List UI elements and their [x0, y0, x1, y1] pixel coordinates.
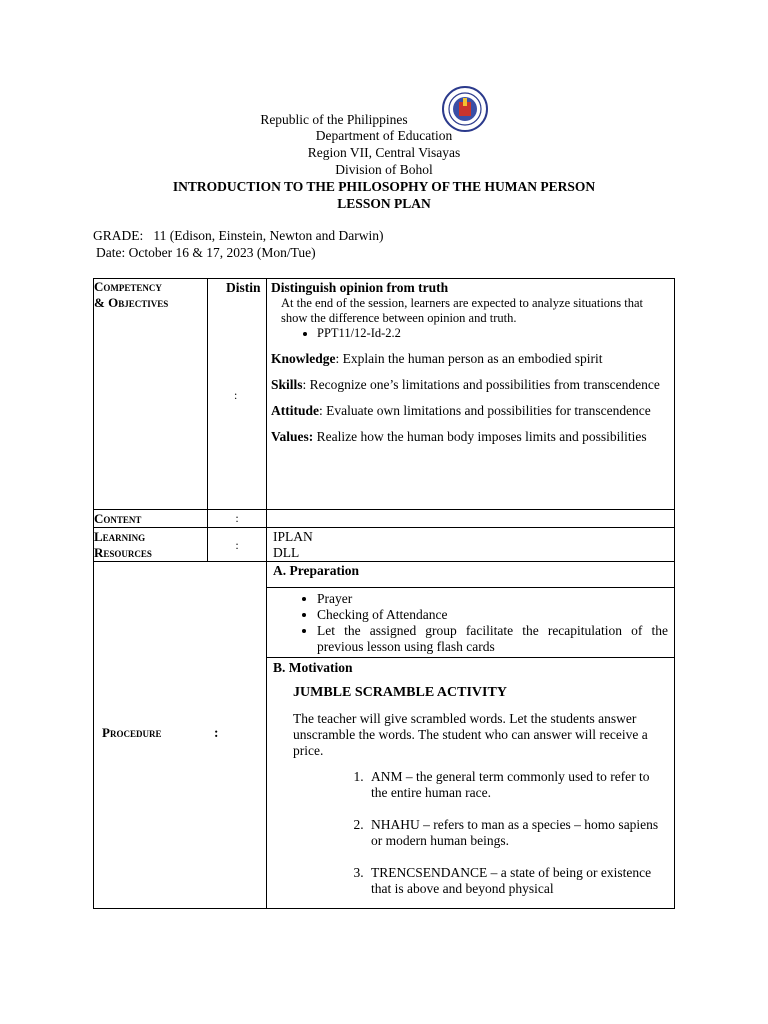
resources-label-1: Learning	[94, 529, 146, 544]
preparation-heading: A. Preparation	[273, 563, 359, 578]
resource-item-dll: DLL	[273, 545, 300, 560]
prep-item-attendance: • Checking of Attendance	[317, 607, 668, 623]
header-line-division: Division of Bohol	[335, 162, 433, 177]
date-line: Date: October 16 & 17, 2023 (Mon/Tue)	[96, 245, 316, 260]
competency-colon: :	[234, 388, 238, 402]
procedure-colon: :	[214, 725, 219, 740]
activity-description: The teacher will give scrambled words. Let the students answer unscramble the words. The student who can answer will receive a price.	[293, 711, 648, 758]
skills-label: Skills	[271, 377, 303, 392]
competency-mid-text: Distin	[226, 280, 261, 295]
header-line-department: Department of Education	[315, 128, 453, 143]
motivation-heading: B. Motivation	[273, 660, 353, 675]
lesson-plan-table	[93, 278, 675, 909]
activity-title: JUMBLE SCRAMBLE ACTIVITY	[293, 685, 507, 700]
skills-objective	[271, 377, 670, 393]
resources-label-2: Resources	[94, 545, 152, 560]
attitude-text: : Evaluate own limitations and possibilities for transcendence	[319, 403, 651, 418]
skills-text: : Recognize one’s limitations and possibilities from transcendence	[302, 377, 660, 392]
knowledge-text: : Explain the human person as an embodied spirit	[335, 351, 603, 366]
content-label: Content	[94, 511, 142, 526]
document-subtitle: LESSON PLAN	[337, 196, 431, 211]
resources-colon: :	[235, 537, 239, 552]
header-line-region: Region VII, Central Visayas	[307, 145, 461, 160]
table-row-preparation	[94, 562, 675, 588]
scramble-word-2: 2. NHAHU – refers to man as a species – homo sapiens or modern human beings.	[367, 817, 666, 849]
scramble-word-1: 1. ANM – the general term commonly used to refer to the entire human race.	[367, 769, 666, 801]
document-title: INTRODUCTION TO THE PHILOSOPHY OF THE HUMAN PERSON	[172, 179, 596, 194]
header-line-republic: Republic of the Philippines	[260, 112, 408, 127]
scramble-word-3: 3. TRENCSENDANCE – a state of being or existence that is above and beyond physical	[367, 865, 666, 897]
competency-label-1: Competency	[94, 279, 162, 294]
competency-desc-1: At the end of the session, learners are expected to analyze situations that	[281, 296, 644, 310]
competency-desc-2: show the difference between opinion and truth.	[281, 311, 517, 325]
prep-item-recap: • Let the assigned group facilitate the recapitulation of the previous lesson using flash cards	[317, 623, 668, 655]
table-row-content	[94, 510, 675, 528]
prep-item-prayer: • Prayer	[317, 591, 668, 607]
content-colon: :	[235, 511, 239, 525]
table-row-resources	[94, 528, 675, 562]
grade-line: GRADE: 11 (Edison, Einstein, Newton and Darwin)	[93, 228, 384, 243]
attitude-objective	[271, 403, 670, 419]
knowledge-label: Knowledge	[271, 351, 336, 366]
values-text: Realize how the human body imposes limits and possibilities	[313, 429, 647, 444]
competency-heading: Distinguish opinion from truth	[271, 280, 449, 295]
procedure-label: Procedure	[102, 725, 162, 740]
values-label: Values:	[271, 429, 314, 444]
table-row-competency	[94, 279, 675, 510]
values-objective	[271, 429, 670, 445]
attitude-label: Attitude	[271, 403, 319, 418]
competency-code: • PPT11/12-Id-2.2	[317, 326, 670, 341]
knowledge-objective	[271, 351, 670, 367]
competency-label-2: & Objectives	[94, 295, 169, 310]
resource-item-iplan: IPLAN	[273, 529, 313, 544]
